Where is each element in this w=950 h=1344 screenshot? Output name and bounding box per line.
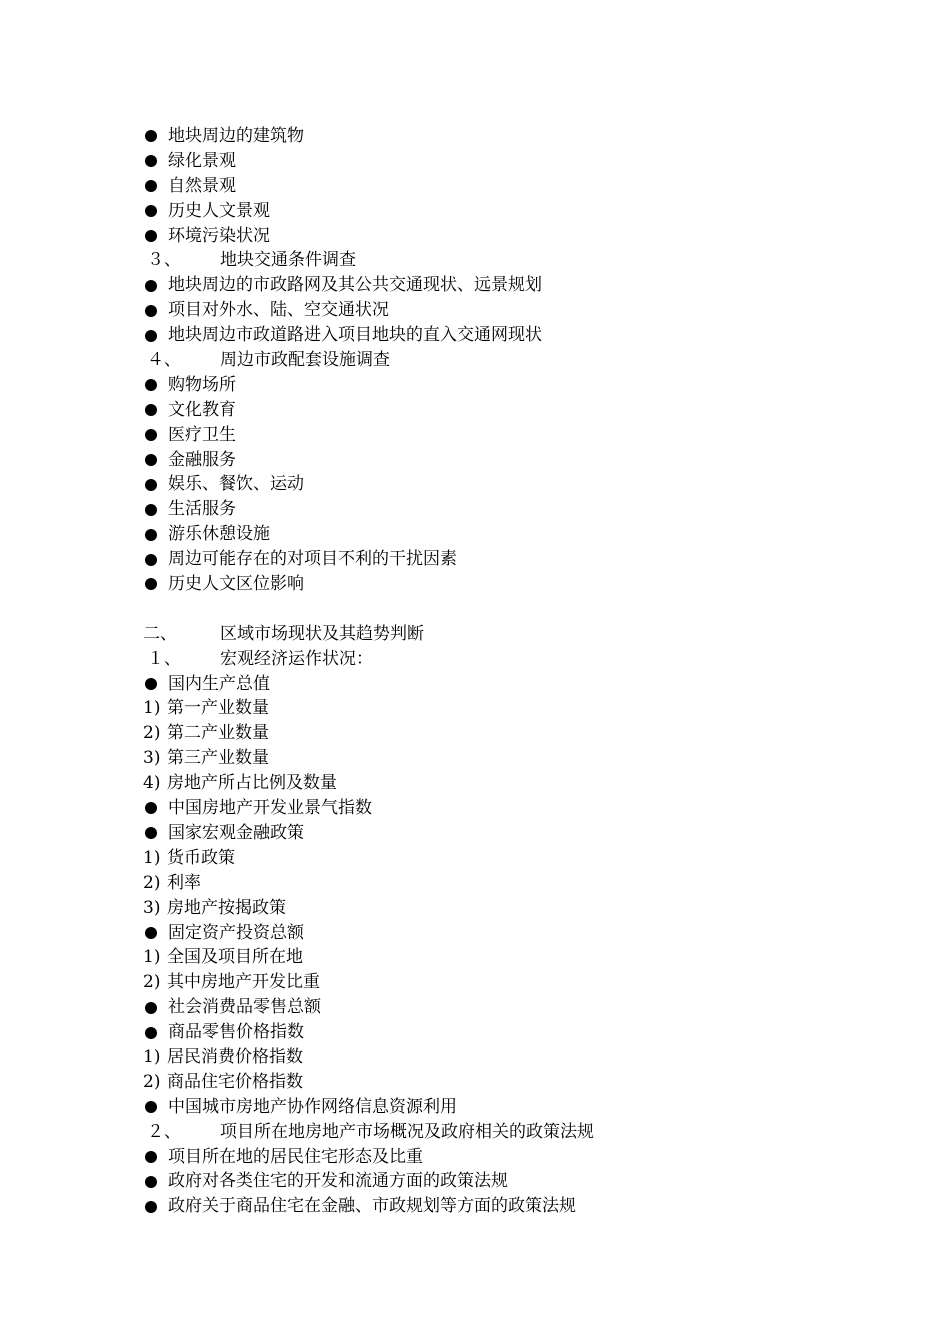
bullet-item [143,199,863,224]
line-text: 第二产业数量 [167,723,269,744]
line-text: 第一产业数量 [167,698,269,719]
line-text: 金融服务 [168,449,236,470]
item-number: 1) [143,847,161,868]
line-text: 项目对外水、陆、空交通状况 [168,300,389,321]
line-text: 商品住宅价格指数 [167,1071,303,1092]
bullet-item [143,1194,863,1219]
bullet-dot-icon [145,1201,157,1213]
line-text: 地块周边的建筑物 [168,126,304,146]
numbered-item [143,1045,863,1070]
line-text: 利率 [167,872,201,893]
line-text: 地块周边的市政路网及其公共交通现状、远景规划 [168,275,542,296]
bullet-item [143,224,863,249]
line-text: 生活服务 [168,499,236,520]
section-number: ３、 [147,250,181,271]
section-heading [143,622,863,647]
bullet-item [143,298,863,323]
bullet-item [143,1169,863,1194]
item-number: 1) [143,698,161,719]
section-number: 二、 [143,623,177,644]
bullet-item [143,672,863,697]
line-text: 环境污染状况 [168,225,270,246]
subsection-heading [143,348,863,373]
subsection-heading [143,1120,863,1145]
section-number: ４、 [147,350,181,371]
bullet-dot-icon [145,1027,157,1039]
item-number: 1) [143,1046,161,1067]
bullet-item [143,398,863,423]
bullet-dot-icon [145,827,157,839]
line-text: 项目所在地房地产市场概况及政府相关的政策法规 [220,1121,594,1142]
bullet-item [143,522,863,547]
bullet-dot-icon [145,330,157,342]
numbered-item [143,896,863,921]
blank-line [143,597,863,622]
line-text: 居民消费价格指数 [167,1046,303,1067]
line-text: 地块交通条件调查 [220,250,356,271]
bullet-dot-icon [145,802,157,814]
line-text: 地块周边市政道路进入项目地块的直入交通网现状 [168,325,542,346]
line-text: 中国房地产开发业景气指数 [168,798,372,819]
bullet-dot-icon [145,1002,157,1014]
line-text: 娱乐、餐饮、运动 [168,474,304,495]
bullet-dot-icon [145,479,157,491]
section-number: ２、 [147,1121,181,1142]
line-text: 绿化景观 [168,150,236,171]
bullet-item [143,995,863,1020]
bullet-item [143,1095,863,1120]
line-text: 社会消费品零售总额 [168,997,321,1018]
line-text: 房地产所占比例及数量 [167,773,337,794]
bullet-item [143,547,863,572]
line-text: 货币政策 [167,847,235,868]
bullet-item [143,572,863,597]
bullet-dot-icon [145,504,157,516]
numbered-item [143,721,863,746]
item-number: 2) [143,1071,161,1092]
bullet-dot-icon [145,205,157,217]
line-text: 周边市政配套设施调查 [220,350,390,371]
line-text: 历史人文景观 [168,200,270,221]
bullet-item [143,921,863,946]
bullet-item [143,174,863,199]
bullet-item [143,323,863,348]
numbered-item [143,970,863,995]
bullet-dot-icon [145,429,157,441]
bullet-item [143,373,863,398]
numbered-item [143,871,863,896]
bullet-dot-icon [145,230,157,242]
line-text: 其中房地产开发比重 [167,972,320,993]
line-text: 政府关于商品住宅在金融、市政规划等方面的政策法规 [168,1196,576,1217]
bullet-dot-icon [145,529,157,541]
item-number: 4) [143,773,161,794]
bullet-item [143,1145,863,1170]
bullet-item [143,149,863,174]
line-text: 政府对各类住宅的开发和流通方面的政策法规 [168,1171,508,1192]
line-text: 房地产按揭政策 [167,897,286,918]
subsection-heading [143,248,863,273]
bullet-dot-icon [145,927,157,939]
bullet-dot-icon [145,1151,157,1163]
line-text: 固定资产投资总额 [168,922,304,943]
bullet-item [143,497,863,522]
bullet-dot-icon [145,404,157,416]
numbered-item [143,945,863,970]
bullet-item [143,472,863,497]
item-number: 2) [143,972,161,993]
line-text: 全国及项目所在地 [167,947,303,968]
item-number: 2) [143,872,161,893]
bullet-dot-icon [145,1176,157,1188]
numbered-item [143,846,863,871]
line-text: 国内生产总值 [168,673,270,694]
numbered-item [143,1070,863,1095]
bullet-dot-icon [145,280,157,292]
line-text: 商品零售价格指数 [168,1022,304,1043]
line-text: 文化教育 [168,399,236,420]
bullet-dot-icon [145,1101,157,1113]
line-text: 中国城市房地产协作网络信息资源利用 [168,1096,457,1117]
item-number: 2) [143,723,161,744]
bullet-dot-icon [145,454,157,466]
line-text: 购物场所 [168,374,236,395]
line-text: 第三产业数量 [167,748,269,769]
bullet-dot-icon [145,305,157,317]
numbered-item [143,746,863,771]
bullet-item [143,423,863,448]
bullet-dot-icon [145,180,157,192]
numbered-item [143,771,863,796]
bullet-dot-icon [145,155,157,167]
numbered-item [143,696,863,721]
bullet-item [143,796,863,821]
line-text: 周边可能存在的对项目不利的干扰因素 [168,549,457,570]
bullet-item [143,1020,863,1045]
bullet-dot-icon [145,678,157,690]
section-number: １、 [147,648,181,669]
line-text: 项目所在地的居民住宅形态及比重 [168,1146,423,1167]
line-text: 历史人文区位影响 [168,574,304,595]
bullet-item [143,273,863,298]
item-number: 3) [143,897,161,918]
item-number: 1) [143,947,161,968]
line-text: 医疗卫生 [168,424,236,445]
subsection-heading [143,647,863,672]
bullet-item [143,821,863,846]
bullet-dot-icon [145,554,157,566]
line-text: 宏观经济运作状况： [220,648,373,669]
bullet-dot-icon [145,578,157,590]
bullet-item [143,124,863,149]
line-text: 国家宏观金融政策 [168,822,304,843]
line-text: 区域市场现状及其趋势判断 [220,623,424,644]
bullet-item [143,448,863,473]
bullet-dot-icon [145,130,157,142]
item-number: 3) [143,748,161,769]
document-body [143,124,863,1219]
bullet-dot-icon [145,379,157,391]
line-text: 游乐休憩设施 [168,524,270,545]
line-text: 自然景观 [168,175,236,196]
